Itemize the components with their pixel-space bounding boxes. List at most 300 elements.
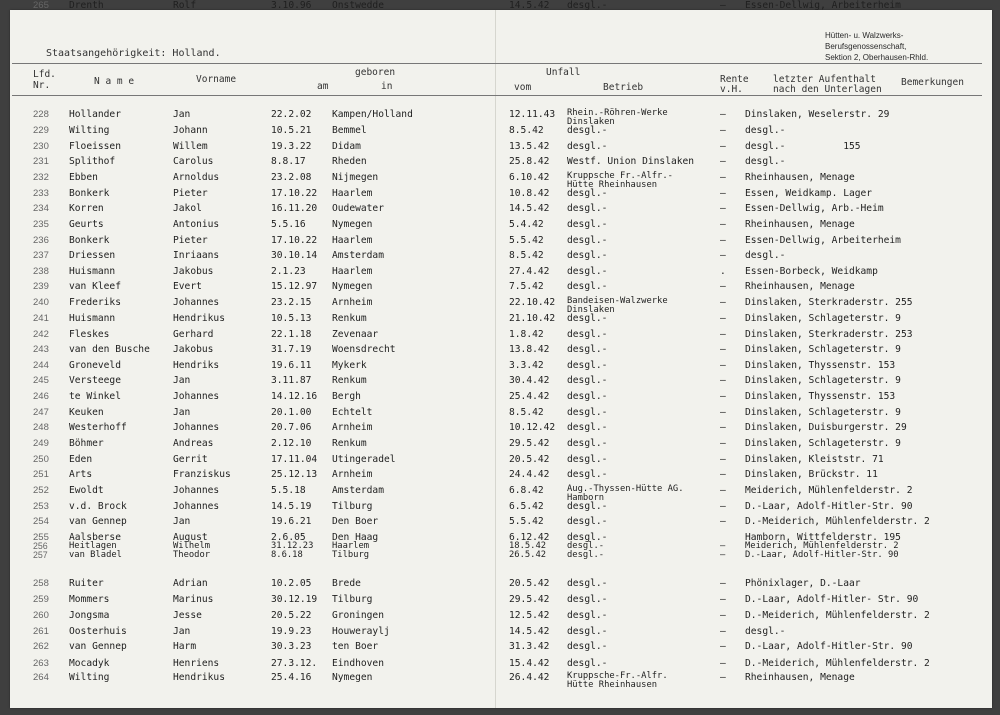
table-row bbox=[0, 0, 1000, 16]
row-birthplace: Haarlem bbox=[332, 266, 373, 277]
row-pension: – bbox=[720, 578, 726, 589]
row-pension: – bbox=[720, 0, 726, 11]
row-birthplace: Nymegen bbox=[332, 672, 373, 683]
row-name: Böhmer bbox=[69, 438, 104, 449]
row-accident-date: 6.12.42 bbox=[509, 532, 550, 543]
row-pension: – bbox=[720, 219, 726, 230]
row-birthplace: Den Haag bbox=[332, 532, 379, 543]
row-company: desgl.- bbox=[567, 422, 608, 433]
row-accident-date: 12.11.43 bbox=[509, 109, 556, 120]
row-vorname: Henriens bbox=[173, 658, 220, 669]
row-residence: Dinslaken, Schlageterstr. 9 bbox=[745, 375, 901, 386]
row-accident-date: 8.5.42 bbox=[509, 125, 544, 136]
row-company: desgl.- bbox=[567, 313, 608, 324]
row-residence: Dinslaken, Weselerstr. 29 bbox=[745, 109, 890, 120]
row-accident-date: 10.12.42 bbox=[509, 422, 556, 433]
row-residence: Dinslaken, Schlageterstr. 9 bbox=[745, 407, 901, 418]
row-number: 240 bbox=[33, 297, 49, 308]
row-vorname: Inriaans bbox=[173, 250, 220, 261]
row-pension: – bbox=[720, 407, 726, 418]
row-birthdate: 19.3.22 bbox=[271, 141, 312, 152]
row-birthplace: Zevenaar bbox=[332, 329, 379, 340]
row-name: v.d. Brock bbox=[69, 501, 127, 512]
row-vorname: Carolus bbox=[173, 156, 214, 167]
row-pension: – bbox=[720, 658, 726, 669]
row-residence: Dinslaken, Kleiststr. 71 bbox=[745, 454, 884, 465]
row-residence: Dinslaken, Schlageterstr. 9 bbox=[745, 438, 901, 449]
row-residence: D.-Laar, Adolf-Hitler-Str. 90 bbox=[745, 641, 913, 652]
row-birthdate: 3.11.87 bbox=[271, 375, 312, 386]
row-vorname: August bbox=[173, 532, 208, 543]
header-line-2: Sektion 2, Oberhausen-Rhld. bbox=[825, 53, 929, 62]
col-in: in bbox=[381, 81, 393, 92]
row-birthplace: Tilburg bbox=[332, 594, 373, 605]
row-birthdate: 8.8.17 bbox=[271, 156, 306, 167]
row-pension: – bbox=[720, 203, 726, 214]
row-company: desgl.- bbox=[567, 501, 608, 512]
col-bemerkungen: Bemerkungen bbox=[901, 77, 964, 88]
row-pension: – bbox=[720, 156, 726, 167]
header-top-rule bbox=[12, 63, 982, 64]
row-company: desgl.- bbox=[567, 626, 608, 637]
row-name: Westerhoff bbox=[69, 422, 127, 433]
row-number: 235 bbox=[33, 219, 49, 230]
col-am: am bbox=[317, 81, 329, 92]
row-birthplace: Renkum bbox=[332, 438, 367, 449]
table-row bbox=[0, 235, 1000, 251]
row-company: desgl.- bbox=[567, 610, 608, 621]
row-residence: Essen-Dellwig, Arbeiterheim bbox=[745, 235, 901, 246]
table-row bbox=[0, 141, 1000, 157]
row-birthplace: Oudewater bbox=[332, 203, 384, 214]
row-residence: Essen-Dellwig, Arbeiterheim bbox=[745, 0, 901, 11]
row-number: 236 bbox=[33, 235, 49, 246]
row-vorname: Johannes bbox=[173, 501, 220, 512]
row-company: desgl.- bbox=[567, 219, 608, 230]
row-residence: Meiderich, Mühlenfelderstr. 2 D.-Laar, Adolf-Hitler-Str. 90 bbox=[745, 541, 899, 560]
row-birthplace: Brede bbox=[332, 578, 361, 589]
row-residence: D.-Meiderich, Mühlenfelderstr. 2 bbox=[745, 610, 930, 621]
row-name: Hollander bbox=[69, 109, 121, 120]
row-accident-date: 7.5.42 bbox=[509, 281, 544, 292]
row-vorname: Jan bbox=[173, 516, 191, 527]
row-birthplace: Arnheim bbox=[332, 422, 373, 433]
row-birthdate: 17.10.22 bbox=[271, 188, 318, 199]
row-name: van Kleef bbox=[69, 281, 121, 292]
row-name: Keuken bbox=[69, 407, 104, 418]
row-vorname: Jan bbox=[173, 626, 191, 637]
row-residence: D.-Meiderich, Mühlenfelderstr. 2 bbox=[745, 658, 930, 669]
row-number: 261 bbox=[33, 626, 49, 637]
row-vorname: Johannes bbox=[173, 422, 220, 433]
row-birthdate: 15.12.97 bbox=[271, 281, 318, 292]
col-unfall: Unfall bbox=[546, 67, 581, 78]
row-birthplace: Eindhoven bbox=[332, 658, 384, 669]
row-vorname: Jan bbox=[173, 375, 191, 386]
row-number: 247 bbox=[33, 407, 49, 418]
row-birthdate: 27.3.12. bbox=[271, 658, 318, 669]
row-residence: desgl.- 155 bbox=[745, 141, 861, 152]
row-residence: desgl.- bbox=[745, 626, 786, 637]
row-birthdate: 5.5.16 bbox=[271, 219, 306, 230]
row-vorname: Antonius bbox=[173, 219, 220, 230]
row-birthplace: Houweraylj bbox=[332, 626, 390, 637]
table-row bbox=[0, 610, 1000, 626]
row-birthplace: Rheden bbox=[332, 156, 367, 167]
row-accident-date: 20.5.42 bbox=[509, 578, 550, 589]
row-pension: – bbox=[720, 125, 726, 136]
row-company: Westf. Union Dinslaken bbox=[567, 156, 695, 167]
row-number: 249 bbox=[33, 438, 49, 449]
row-pension: – bbox=[720, 360, 726, 371]
row-name: Jongsma bbox=[69, 610, 110, 621]
col-vorname: Vorname bbox=[196, 74, 237, 85]
row-residence: Meiderich, Mühlenfelderstr. 2 bbox=[745, 485, 913, 496]
row-accident-date: 13.5.42 bbox=[509, 141, 550, 152]
table-row bbox=[0, 329, 1000, 345]
row-vorname: Johannes bbox=[173, 297, 220, 308]
row-vorname: Jesse bbox=[173, 610, 202, 621]
row-pension: – bbox=[720, 109, 726, 120]
row-birthdate: 31.12.23 8.6.18 bbox=[271, 541, 314, 560]
row-birthdate: 19.9.23 bbox=[271, 626, 312, 637]
row-birthplace: Haarlem Tilburg bbox=[332, 541, 370, 560]
row-vorname: Willem bbox=[173, 141, 208, 152]
row-birthdate: 19.6.11 bbox=[271, 360, 312, 371]
row-residence: Dinslaken, Sterkraderstr. 253 bbox=[745, 329, 913, 340]
row-pension: – bbox=[720, 281, 726, 292]
row-number: 251 bbox=[33, 469, 49, 480]
row-number: 239 bbox=[33, 281, 49, 292]
row-number: 252 bbox=[33, 485, 49, 496]
row-birthdate: 2.6.05 bbox=[271, 532, 306, 543]
row-accident-date: 12.5.42 bbox=[509, 610, 550, 621]
row-birthdate: 14.12.16 bbox=[271, 391, 318, 402]
table-row bbox=[0, 125, 1000, 141]
row-company: Bandeisen-Walzwerke Dinslaken bbox=[567, 296, 668, 315]
row-name: Floeissen bbox=[69, 141, 121, 152]
row-residence: desgl.- bbox=[745, 156, 786, 167]
row-birthdate: 30.10.14 bbox=[271, 250, 318, 261]
row-number: 255 bbox=[33, 532, 49, 543]
row-vorname: Jan bbox=[173, 109, 191, 120]
row-accident-date: 20.5.42 bbox=[509, 454, 550, 465]
row-accident-date: 29.5.42 bbox=[509, 438, 550, 449]
row-number: 265 bbox=[33, 0, 49, 11]
row-name: Splithof bbox=[69, 156, 116, 167]
row-company: desgl.- bbox=[567, 641, 608, 652]
table-row bbox=[0, 501, 1000, 517]
row-birthdate: 2.1.23 bbox=[271, 266, 306, 277]
row-birthplace: Onstwedde bbox=[332, 0, 384, 11]
row-residence: Essen-Borbeck, Weidkamp bbox=[745, 266, 878, 277]
row-number: 232 bbox=[33, 172, 49, 183]
row-vorname: Jan bbox=[173, 407, 191, 418]
row-birthdate: 22.1.18 bbox=[271, 329, 312, 340]
row-number: 237 bbox=[33, 250, 49, 261]
row-number: 244 bbox=[33, 360, 49, 371]
header-line-1: Hütten- u. Walzwerks-Berufsgenossenschaft, bbox=[825, 31, 907, 51]
row-accident-date: 18.5.42 26.5.42 bbox=[509, 541, 547, 560]
row-birthplace: Arnheim bbox=[332, 297, 373, 308]
row-birthdate: 23.2.15 bbox=[271, 297, 312, 308]
row-name: Frederiks bbox=[69, 297, 121, 308]
row-company: desgl.- bbox=[567, 438, 608, 449]
row-number: 229 bbox=[33, 125, 49, 136]
row-number: 253 bbox=[33, 501, 49, 512]
table-row bbox=[0, 469, 1000, 485]
row-name: Fleskes bbox=[69, 329, 110, 340]
row-number: 254 bbox=[33, 516, 49, 527]
row-name: Groneveld bbox=[69, 360, 121, 371]
row-birthplace: Arnheim bbox=[332, 469, 373, 480]
col-aufenthalt-1: letzter Aufenthalt bbox=[773, 74, 876, 85]
table-row bbox=[0, 422, 1000, 438]
row-number: 230 bbox=[33, 141, 49, 152]
row-pension: – bbox=[720, 391, 726, 402]
row-company: desgl.- bbox=[567, 532, 608, 543]
row-pension: – bbox=[720, 516, 726, 527]
row-birthplace: Den Boer bbox=[332, 516, 379, 527]
row-accident-date: 30.4.42 bbox=[509, 375, 550, 386]
row-birthplace: Amsterdam bbox=[332, 250, 384, 261]
row-pension: – bbox=[720, 250, 726, 261]
row-pension: – bbox=[720, 438, 726, 449]
row-vorname: Rolf bbox=[173, 0, 197, 11]
row-birthdate: 22.2.02 bbox=[271, 109, 312, 120]
row-company: desgl.- bbox=[567, 281, 608, 292]
row-pension: – bbox=[720, 501, 726, 512]
row-pension: – bbox=[720, 188, 726, 199]
row-residence: Dinslaken, Schlageterstr. 9 bbox=[745, 313, 901, 324]
table-row bbox=[0, 626, 1000, 642]
row-number: 245 bbox=[33, 375, 49, 386]
row-vorname: Jakol bbox=[173, 203, 202, 214]
row-birthplace: Nijmegen bbox=[332, 172, 379, 183]
row-birthdate: 3.10.96 bbox=[271, 0, 312, 11]
row-company: Aug.-Thyssen-Hütte AG. Hamborn bbox=[567, 484, 684, 503]
row-name: Bonkerk bbox=[69, 188, 110, 199]
row-birthplace: ten Boer bbox=[332, 641, 379, 652]
row-vorname: Gerhard bbox=[173, 329, 214, 340]
row-name: Huismann bbox=[69, 313, 116, 324]
row-pension: – bbox=[720, 672, 726, 683]
row-pension: – bbox=[720, 641, 726, 652]
table-row bbox=[0, 109, 1000, 125]
row-name: Eden bbox=[69, 454, 93, 465]
table-row bbox=[0, 485, 1000, 501]
row-number: 234 bbox=[33, 203, 49, 214]
col-aufenthalt-2: nach den Unterlagen bbox=[773, 84, 882, 95]
row-company: Kruppsche-Fr.-Alfr. Hütte Rheinhausen bbox=[567, 671, 668, 690]
row-vorname: Pieter bbox=[173, 235, 208, 246]
row-name: van Gennep bbox=[69, 641, 127, 652]
row-vorname: Wilhelm Theodor bbox=[173, 541, 211, 560]
row-accident-date: 6.8.42 bbox=[509, 485, 544, 496]
row-residence: Phönixlager, D.-Laar bbox=[745, 578, 861, 589]
row-vorname: Arnoldus bbox=[173, 172, 220, 183]
row-accident-date: 1.8.42 bbox=[509, 329, 544, 340]
row-birthdate: 16.11.20 bbox=[271, 203, 318, 214]
table-row bbox=[0, 672, 1000, 688]
row-pension: – – bbox=[720, 541, 726, 560]
row-accident-date: 8.5.42 bbox=[509, 407, 544, 418]
row-company: Rhein.-Röhren-Werke Dinslaken bbox=[567, 108, 668, 127]
row-birthdate: 10.5.21 bbox=[271, 125, 312, 136]
row-residence: Dinslaken, Sterkraderstr. 255 bbox=[745, 297, 913, 308]
row-birthplace: Haarlem bbox=[332, 188, 373, 199]
row-vorname: Jakobus bbox=[173, 266, 214, 277]
row-company: desgl.- bbox=[567, 266, 608, 277]
row-residence: Rheinhausen, Menage bbox=[745, 219, 855, 230]
row-birthplace: Utingeradel bbox=[332, 454, 396, 465]
row-vorname: Hendrikus bbox=[173, 672, 225, 683]
row-vorname: Hendrikus bbox=[173, 313, 225, 324]
table-row bbox=[0, 172, 1000, 188]
row-accident-date: 5.5.42 bbox=[509, 235, 544, 246]
row-pension: – bbox=[720, 626, 726, 637]
row-vorname: Evert bbox=[173, 281, 202, 292]
row-residence: Dinslaken, Duisburgerstr. 29 bbox=[745, 422, 907, 433]
row-birthplace: Echtelt bbox=[332, 407, 373, 418]
row-name: Heitlagen van Bladel bbox=[69, 541, 122, 560]
row-birthplace: Didam bbox=[332, 141, 361, 152]
row-pension: – bbox=[720, 454, 726, 465]
row-birthplace: Renkum bbox=[332, 375, 367, 386]
row-residence: Essen, Weidkamp. Lager bbox=[745, 188, 873, 199]
row-birthplace: Bergh bbox=[332, 391, 361, 402]
row-birthdate: 14.5.19 bbox=[271, 501, 312, 512]
row-vorname: Andreas bbox=[173, 438, 214, 449]
row-birthplace: Tilburg bbox=[332, 501, 373, 512]
row-residence: desgl.- bbox=[745, 250, 786, 261]
row-number: 238 bbox=[33, 266, 49, 277]
row-company: desgl.- bbox=[567, 658, 608, 669]
row-name: Wilting bbox=[69, 672, 110, 683]
row-residence: Rheinhausen, Menage bbox=[745, 281, 855, 292]
row-name: Ruiter bbox=[69, 578, 104, 589]
row-name: Ebben bbox=[69, 172, 98, 183]
table-row bbox=[0, 250, 1000, 266]
row-residence: Dinslaken, Brückstr. 11 bbox=[745, 469, 878, 480]
col-name: N a m e bbox=[94, 76, 135, 87]
table-row bbox=[0, 391, 1000, 407]
row-name: Arts bbox=[69, 469, 93, 480]
row-number: 250 bbox=[33, 454, 49, 465]
row-pension: – bbox=[720, 235, 726, 246]
table-row bbox=[0, 454, 1000, 470]
col-geboren: geboren bbox=[355, 67, 396, 78]
row-birthplace: Bemmel bbox=[332, 125, 367, 136]
row-vorname: Pieter bbox=[173, 188, 208, 199]
row-residence: Dinslaken, Thyssenstr. 153 bbox=[745, 391, 896, 402]
row-number: 231 bbox=[33, 156, 49, 167]
row-number: 264 bbox=[33, 672, 49, 683]
table-row bbox=[0, 313, 1000, 329]
row-pension: – bbox=[720, 469, 726, 480]
row-name: Korren bbox=[69, 203, 104, 214]
col-vh: v.H. bbox=[720, 84, 743, 95]
row-accident-date: 25.4.42 bbox=[509, 391, 550, 402]
row-accident-date: 22.10.42 bbox=[509, 297, 556, 308]
row-accident-date: 25.8.42 bbox=[509, 156, 550, 167]
row-accident-date: 14.5.42 bbox=[509, 626, 550, 637]
row-accident-date: 5.5.42 bbox=[509, 516, 544, 527]
table-row bbox=[0, 156, 1000, 172]
row-birthdate: 17.11.04 bbox=[271, 454, 318, 465]
row-number: 256 257 bbox=[33, 541, 48, 560]
row-number: 259 bbox=[33, 594, 49, 605]
row-pension: . bbox=[720, 266, 726, 277]
row-pension: – bbox=[720, 422, 726, 433]
row-number: 242 bbox=[33, 329, 49, 340]
row-residence: Rheinhausen, Menage bbox=[745, 172, 855, 183]
row-name: Wilting bbox=[69, 125, 110, 136]
row-birthplace: Woensdrecht bbox=[332, 344, 396, 355]
row-company: desgl.- bbox=[567, 594, 608, 605]
row-company: desgl.- bbox=[567, 578, 608, 589]
table-row bbox=[0, 375, 1000, 391]
row-birthplace: Kampen/Holland bbox=[332, 109, 413, 120]
row-company: Kruppsche Fr.-Alfr.- Hütte Rheinhausen bbox=[567, 171, 673, 190]
row-accident-date: 8.5.42 bbox=[509, 250, 544, 261]
row-accident-date: 31.3.42 bbox=[509, 641, 550, 652]
row-name: van den Busche bbox=[69, 344, 150, 355]
row-accident-date: 14.5.42 bbox=[509, 0, 550, 11]
row-pension: – bbox=[720, 375, 726, 386]
row-accident-date: 3.3.42 bbox=[509, 360, 544, 371]
col-lfd: Lfd. bbox=[33, 69, 56, 80]
table-row bbox=[0, 360, 1000, 376]
row-pension: – bbox=[720, 344, 726, 355]
row-birthplace: Mykerk bbox=[332, 360, 367, 371]
row-birthdate: 20.5.22 bbox=[271, 610, 312, 621]
row-name: Driessen bbox=[69, 250, 116, 261]
table-row bbox=[0, 266, 1000, 282]
row-company: desgl.- bbox=[567, 188, 608, 199]
row-accident-date: 29.5.42 bbox=[509, 594, 550, 605]
row-number: 228 bbox=[33, 109, 49, 120]
header-institution bbox=[825, 30, 975, 63]
row-company: desgl.- bbox=[567, 0, 608, 11]
row-company: desgl.- bbox=[567, 235, 608, 246]
row-residence: desgl.- bbox=[745, 125, 786, 136]
row-birthplace: Nymegen bbox=[332, 281, 373, 292]
row-company: desgl.- bbox=[567, 469, 608, 480]
row-name: Versteege bbox=[69, 375, 121, 386]
row-company: desgl.- desgl.- bbox=[567, 541, 605, 560]
row-number: 241 bbox=[33, 313, 49, 324]
row-number: 248 bbox=[33, 422, 49, 433]
nationality-line: Staatsangehörigkeit: Holland. bbox=[46, 48, 221, 59]
row-number: 258 bbox=[33, 578, 49, 589]
row-birthdate: 17.10.22 bbox=[271, 235, 318, 246]
row-vorname: Franziskus bbox=[173, 469, 231, 480]
row-pension: – bbox=[720, 172, 726, 183]
row-accident-date: 6.5.42 bbox=[509, 501, 544, 512]
row-accident-date: 26.4.42 bbox=[509, 672, 550, 683]
row-name: Geurts bbox=[69, 219, 104, 230]
row-vorname: Jakobus bbox=[173, 344, 214, 355]
row-name: Mocadyk bbox=[69, 658, 110, 669]
row-number: 260 bbox=[33, 610, 49, 621]
row-name: te Winkel bbox=[69, 391, 121, 402]
row-number: 246 bbox=[33, 391, 49, 402]
row-birthdate: 31.7.19 bbox=[271, 344, 312, 355]
row-accident-date: 5.4.42 bbox=[509, 219, 544, 230]
row-residence: D.-Meiderich, Mühlenfelderstr. 2 bbox=[745, 516, 930, 527]
row-birthdate: 2.12.10 bbox=[271, 438, 312, 449]
